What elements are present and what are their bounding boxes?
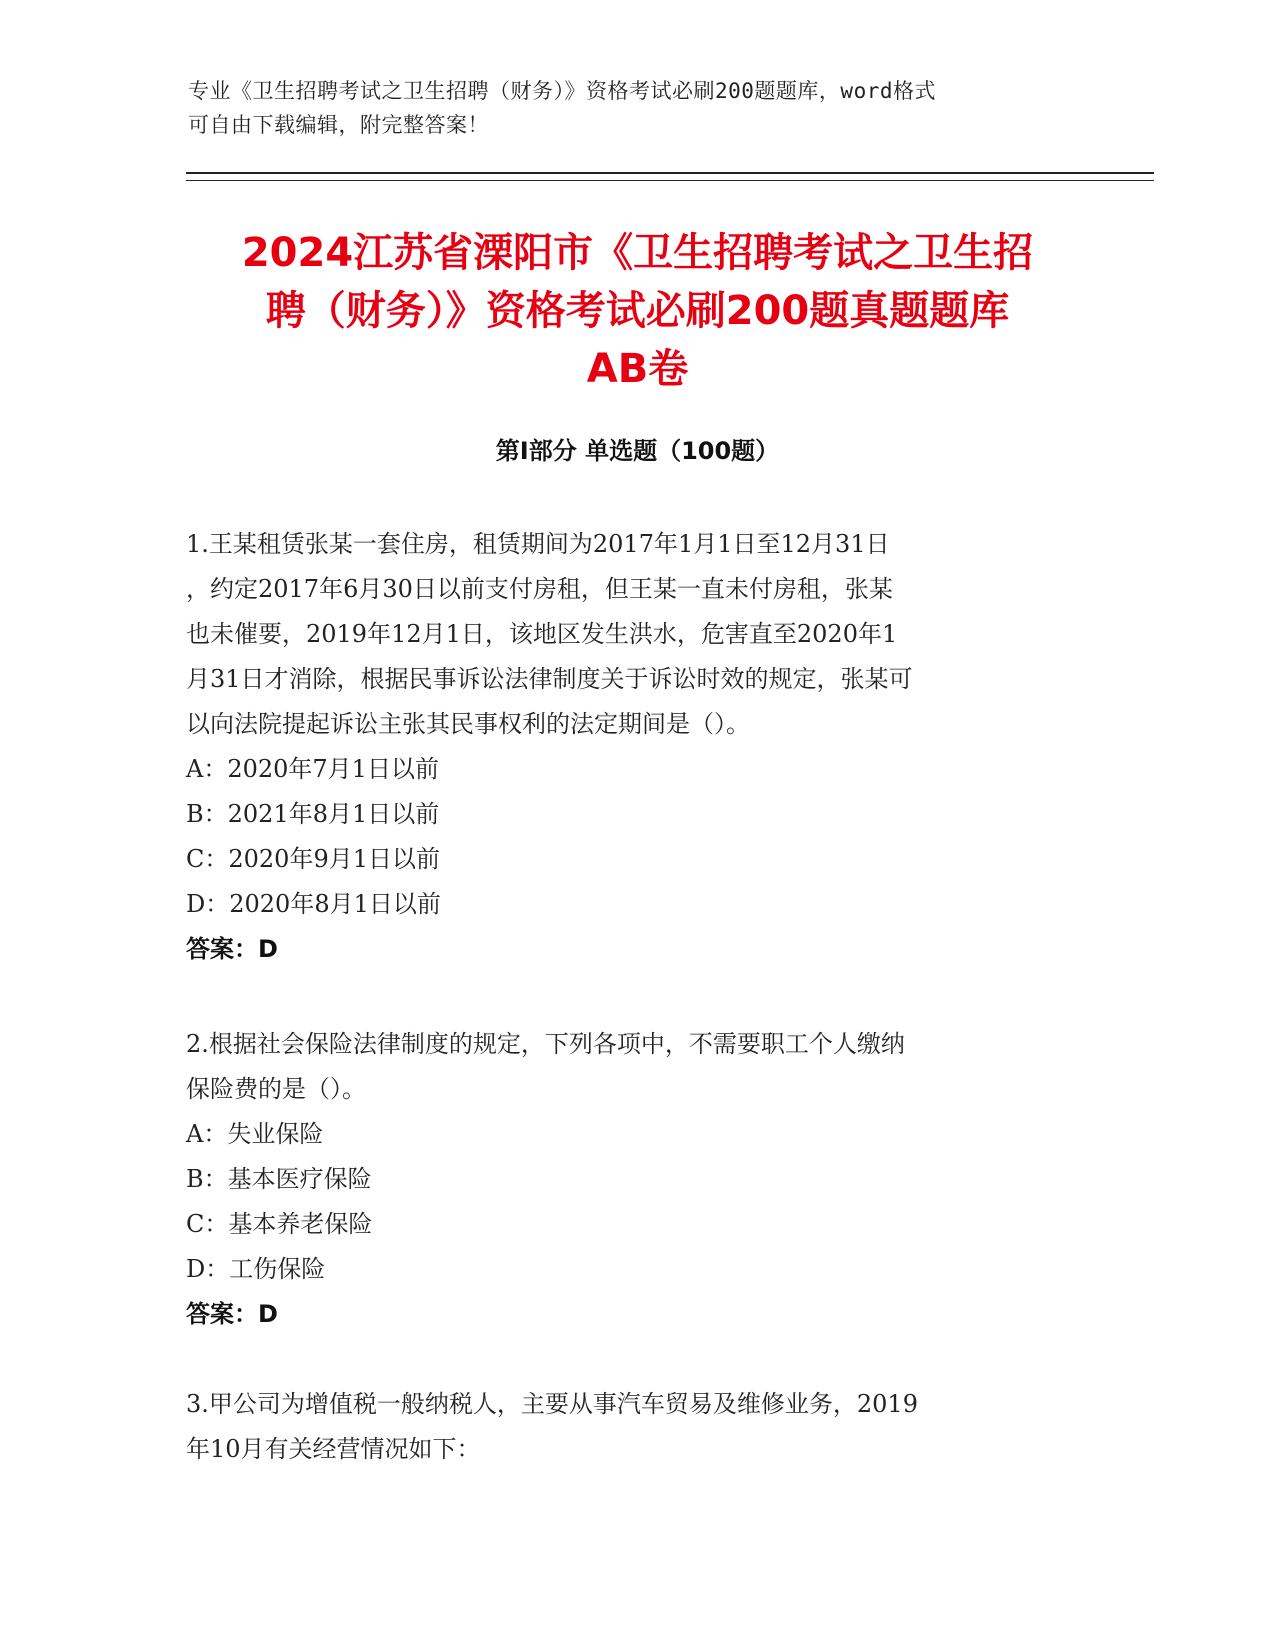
option-c: C：2020年9月1日以前 <box>186 845 440 873</box>
answer: 答案：D <box>186 1300 278 1328</box>
option-a: A：失业保险 <box>186 1120 324 1148</box>
question-stem-line: 3.甲公司为增值税一般纳税人，主要从事汽车贸易及维修业务，2019 <box>186 1390 918 1418</box>
header-divider <box>186 172 1154 174</box>
header-note <box>188 74 1088 142</box>
document-title-line: 2024江苏省溧阳市《卫生招聘考试之卫生招 <box>241 230 1034 276</box>
document-title-line: AB卷 <box>586 346 689 392</box>
document-title <box>150 224 1125 398</box>
option-a: A：2020年7月1日以前 <box>186 755 439 783</box>
question-stem-line: 月31日才消除，根据民事诉讼法律制度关于诉讼时效的规定，张某可 <box>186 665 913 693</box>
header-divider-thin <box>186 180 1154 181</box>
section-title: 第I部分 单选题（100题） <box>495 437 780 465</box>
header-note-line: 专业《卫生招聘考试之卫生招聘（财务）》资格考试必刷200题题库，word格式 <box>188 79 936 103</box>
header-note-line: 可自由下载编辑，附完整答案！ <box>188 113 489 137</box>
question-3 <box>186 1382 1066 1472</box>
question-stem-line: ，约定2017年6月30日以前支付房租，但王某一直未付房租，张某 <box>186 575 893 603</box>
question-stem-line: 以向法院提起诉讼主张其民事权利的法定期间是（）。 <box>186 710 750 738</box>
question-2 <box>186 1022 1066 1337</box>
question-stem-line: 1.王某租赁张某一套住房，租赁期间为2017年1月1日至12月31日 <box>186 530 890 558</box>
option-c: C：基本养老保险 <box>186 1210 373 1238</box>
question-stem-line: 保险费的是（）。 <box>186 1075 366 1103</box>
document-title-line: 聘（财务）》资格考试必刷200题真题题库 <box>265 288 1010 334</box>
option-b: B：基本医疗保险 <box>186 1165 372 1193</box>
option-b: B：2021年8月1日以前 <box>186 800 440 828</box>
question-stem-line: 2.根据社会保险法律制度的规定，下列各项中，不需要职工个人缴纳 <box>186 1030 905 1058</box>
question-1 <box>186 522 1066 972</box>
option-d: D：2020年8月1日以前 <box>186 890 441 918</box>
answer: 答案：D <box>186 935 278 963</box>
question-stem-line: 也未催要，2019年12月1日，该地区发生洪水，危害直至2020年1 <box>186 620 898 648</box>
question-stem-line: 年10月有关经营情况如下： <box>186 1435 481 1463</box>
option-d: D：工伤保险 <box>186 1255 326 1283</box>
